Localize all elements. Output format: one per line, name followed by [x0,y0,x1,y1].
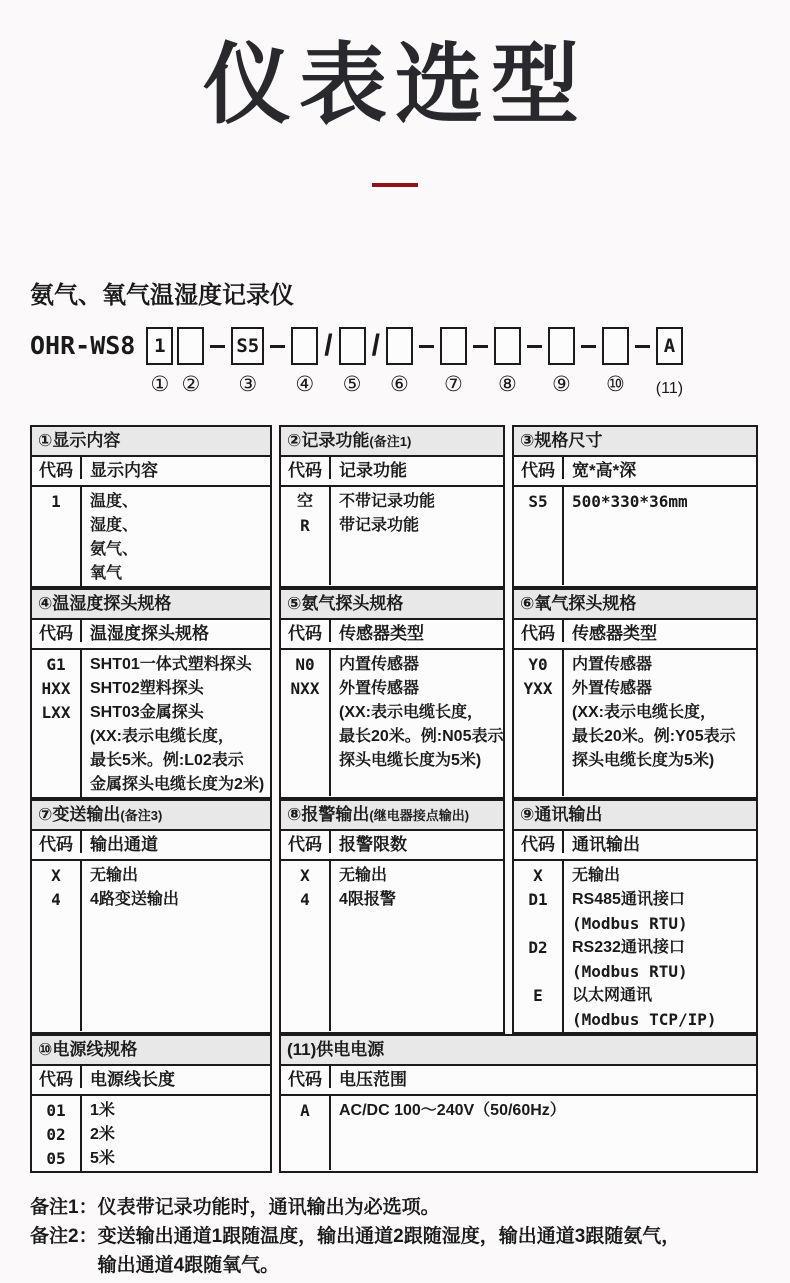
code-cell: A [300,1101,310,1121]
code-cell: E [533,986,543,1006]
value-line: 温度、 [90,493,139,511]
table-title [281,590,503,620]
note-lines [98,1222,681,1280]
model-segment [631,327,685,398]
code-cell: D1 [528,890,548,910]
table-title [32,801,270,831]
model-box-wrap [548,327,575,397]
code-header: 代码 [281,620,331,642]
note-line: 仪表带记录功能时，通讯输出为必选项。 [97,1197,440,1219]
code-header: 代码 [514,620,564,642]
value-line: 4路变送输出 [90,891,179,909]
code-header: 代码 [281,457,331,479]
value-column [82,861,179,1031]
table-title-note: (继电器接点输出) [369,808,470,824]
model-segments [144,327,685,398]
product-subtitle: 氨气、氧气温湿度记录仪 [30,282,294,310]
model-box-wrap [339,327,366,397]
slash-separator-glyph: / [324,329,333,363]
model-segment [206,327,266,397]
table-body [281,861,503,1031]
spec-table-temp-humidity-probe [30,588,272,799]
model-box-wrap [602,327,629,397]
model-box-label: ⑤ [342,373,362,397]
value-header: 宽*高*深 [572,461,637,481]
spec-table-oxygen-probe [512,588,758,799]
footnotes [30,1193,790,1280]
dash-separator [527,327,542,365]
table-title [514,427,756,457]
table-body [514,650,756,796]
slash-separator [324,327,332,365]
value-line: (Modbus TCP/IP) [572,1010,717,1030]
value-line: 探头电缆长度为5米) [339,752,482,770]
model-box-label: ⑨ [552,373,571,397]
table-header-row [32,620,270,650]
value-line: 5米 [90,1150,115,1168]
code-header: 代码 [281,1066,331,1088]
dash-separator-bar [581,345,596,348]
code-header: 代码 [32,831,82,853]
code-header: 代码 [281,831,331,853]
table-header-row [32,457,270,487]
note-item [30,1222,790,1280]
value-header: 输出通道 [90,835,158,855]
value-line: 金属探头电缆长度为2米) [90,776,265,794]
value-line: 不带记录功能 [339,493,436,511]
model-segment [175,327,206,397]
table-body [281,1096,756,1170]
code-cell: R [300,516,310,536]
code-column [514,487,564,585]
value-line: 无输出 [572,867,621,885]
note-label: 备注2： [30,1226,98,1248]
model-box-wrap [494,327,521,397]
code-header: 代码 [514,457,564,479]
table-band [30,799,758,1034]
value-line: (XX:表示电缆长度， [572,704,717,722]
table-body [514,861,756,1032]
table-title-text: ⑤氨气探头规格 [287,594,404,614]
page-title: 仪表选型 [202,35,587,134]
code-column [514,650,564,796]
value-column [82,487,138,586]
model-segment [266,327,320,397]
table-header-row [514,620,756,650]
model-box: S5 [231,327,264,365]
value-header: 报警限数 [339,835,407,855]
value-line: 无输出 [90,867,139,885]
slash-separator-glyph: / [371,329,380,363]
table-title-text: ⑩电源线规格 [38,1040,138,1060]
value-line: 500*330*36mm [572,492,688,512]
code-cell: X [300,866,310,886]
table-header-row [514,831,756,861]
value-line: (XX:表示电缆长度， [90,728,235,746]
spec-table-comm-output [512,799,758,1034]
value-line: 外置传感器 [572,680,653,698]
code-header: 代码 [32,1066,82,1088]
model-box-label: ① [150,373,170,397]
dash-separator [635,327,650,365]
model-box-wrap [146,327,173,397]
selection-tables [30,425,758,1173]
table-title-note: (备注1) [369,434,412,450]
model-segment [523,327,577,397]
dash-separator [419,327,434,365]
spec-table-display-content [30,425,272,588]
table-title [281,1036,756,1066]
value-column [331,861,396,1031]
value-line: 氧气 [90,565,123,583]
code-column [281,487,331,585]
code-cell: 05 [46,1149,66,1169]
model-box-wrap [291,327,318,397]
model-box [177,327,204,365]
code-cell: NXX [290,679,320,699]
table-header-row [281,1066,756,1096]
table-title [32,1036,270,1066]
value-line: 4限报警 [339,891,396,909]
table-title-text: ③规格尺寸 [520,431,603,451]
code-header: 代码 [514,831,564,853]
value-column [82,650,264,797]
model-box [494,327,521,365]
dash-separator [210,327,225,365]
dash-separator [270,327,285,365]
model-box-label: (11) [655,380,684,398]
value-line: 最长5米。例:L02表示 [90,752,244,770]
value-line: 氨气、 [90,541,139,559]
table-band [30,425,758,588]
table-title-text: ②记录功能 [287,431,370,451]
value-line: (Modbus RTU) [572,962,688,982]
model-prefix: OHR-WS8 [30,331,136,361]
code-cell: 4 [300,890,310,910]
code-cell: X [51,866,61,886]
model-box [291,327,318,365]
dash-separator-bar [635,345,650,348]
dash-separator [581,327,596,365]
value-header: 温湿度探头规格 [90,624,209,644]
table-body [32,650,270,797]
value-column [331,650,503,796]
table-body [514,487,756,585]
model-box-label: ④ [295,373,315,397]
table-title-text: ④温湿度探头规格 [38,594,172,614]
dash-separator-bar [527,345,542,348]
model-box-label: ⑦ [444,373,463,397]
code-column [281,1096,331,1170]
value-column [564,861,717,1032]
value-line: 内置传感器 [572,656,653,674]
model-code-row [30,327,790,411]
code-column [32,487,82,586]
table-header-row [32,831,270,861]
table-band [30,588,758,799]
spec-table-dimensions [512,425,758,588]
value-header: 传感器类型 [572,624,657,644]
model-box-wrap [231,327,264,397]
model-box-label: ③ [238,373,258,397]
table-title [514,590,756,620]
value-header: 显示内容 [90,461,158,481]
value-line: 探头电缆长度为5米) [572,752,715,770]
table-title [514,801,756,831]
value-line: AC/DC 100～240V（50/60Hz） [339,1102,566,1120]
table-title [32,427,270,457]
model-box: 1 [146,327,173,365]
table-body [281,650,503,796]
spec-table-power-supply [279,1034,758,1173]
spec-table-power-cord [30,1034,272,1173]
code-header: 代码 [32,457,82,479]
title-divider [372,183,418,187]
spec-table-record-function [279,425,505,588]
value-line: 2米 [90,1126,115,1144]
note-line: 输出通道4跟随氧气。 [97,1255,280,1277]
value-column [82,1096,115,1171]
code-cell: X [533,866,543,886]
code-cell: 1 [51,492,61,512]
value-line: SHT02塑料探头 [90,680,204,698]
spec-table-alarm-output [279,799,505,1034]
spec-table-transmit-output [30,799,272,1034]
code-cell: N0 [295,655,315,675]
value-header: 记录功能 [339,461,407,481]
value-header: 电源线长度 [90,1070,175,1090]
value-line: 最长20米。例:Y05表示 [572,728,736,746]
dash-separator-bar [270,345,285,348]
value-line: 带记录功能 [339,517,420,535]
value-line: SHT01一体式塑料探头 [90,656,252,674]
code-header: 代码 [32,620,82,642]
model-box-label: ⑥ [390,373,409,397]
dash-separator [473,327,488,365]
code-column [32,861,82,1031]
table-title-text: ①显示内容 [38,431,121,451]
model-box-label: ⑩ [606,373,625,397]
spec-table-ammonia-probe [279,588,505,799]
value-line: 无输出 [339,867,388,885]
code-cell: Y0 [528,655,548,675]
slash-separator [372,327,380,365]
table-header-row [281,620,503,650]
table-title-text: ⑥氧气探头规格 [520,594,637,614]
table-header-row [32,1066,270,1096]
model-segment [469,327,523,397]
model-box: A [656,327,683,365]
value-line: 湿度、 [90,517,139,535]
table-title-text: (11)供电电源 [287,1040,385,1060]
model-box-wrap [386,327,413,397]
table-title-text: ⑦变送输出 [38,805,121,825]
note-line: 变送输出通道1跟随温度，输出通道2跟随湿度，输出通道3跟随氨气， [97,1226,681,1248]
code-cell: S5 [528,492,548,512]
code-cell: LXX [41,703,71,723]
code-cell: G1 [46,655,66,675]
value-column [564,487,688,585]
table-body [32,861,270,1031]
model-segment [577,327,631,397]
table-header-row [514,457,756,487]
model-box [386,327,413,365]
table-body [32,487,270,586]
note-label: 备注1： [30,1197,98,1219]
note-item [30,1193,790,1222]
table-title [281,427,503,457]
table-title [281,801,503,831]
model-segment [144,327,175,397]
dash-separator-bar [210,345,225,348]
value-line: RS232通讯接口 [572,939,685,957]
model-segment [415,327,469,397]
value-header: 传感器类型 [339,624,424,644]
model-box [339,327,366,365]
value-line: 以太网通讯 [572,987,653,1005]
value-header: 电压范围 [339,1070,407,1090]
model-box-wrap [177,327,204,397]
code-column [32,1096,82,1171]
table-header-row [281,457,503,487]
code-cell: 01 [46,1101,66,1121]
value-line: 内置传感器 [339,656,420,674]
dash-separator-bar [419,345,434,348]
table-title [32,590,270,620]
table-body [32,1096,270,1171]
code-cell: HXX [41,679,71,699]
value-line: 1米 [90,1102,115,1120]
model-segment [368,327,415,397]
value-column [331,1096,566,1170]
model-box [602,327,629,365]
code-cell: 空 [296,493,313,511]
value-line: 外置传感器 [339,680,420,698]
model-box-wrap [655,327,684,398]
model-box-wrap [440,327,467,397]
code-column [281,650,331,796]
model-box-label: ⑧ [498,373,517,397]
table-band [30,1034,758,1173]
table-title-text: ⑨通讯输出 [520,805,603,825]
code-column [514,861,564,1032]
value-column [331,487,435,585]
model-box [548,327,575,365]
dash-separator-bar [473,345,488,348]
value-column [564,650,736,796]
code-cell: D2 [528,938,548,958]
table-title-note: (备注3) [120,808,163,824]
value-line: 最长20米。例:N05表示 [339,728,504,746]
code-cell: 02 [46,1125,66,1145]
value-line: (Modbus RTU) [572,914,688,934]
code-column [32,650,82,797]
model-box [440,327,467,365]
model-box-label: ② [181,373,201,397]
value-line: RS485通讯接口 [572,891,685,909]
model-segment [320,327,367,397]
note-lines [98,1193,440,1222]
value-line: SHT03金属探头 [90,704,204,722]
value-line: (XX:表示电缆长度， [339,704,484,722]
code-cell: 4 [51,890,61,910]
code-cell: YXX [523,679,553,699]
code-column [281,861,331,1031]
table-title-text: ⑧报警输出 [287,805,370,825]
table-body [281,487,503,585]
table-header-row [281,831,503,861]
value-header: 通讯输出 [572,835,640,855]
